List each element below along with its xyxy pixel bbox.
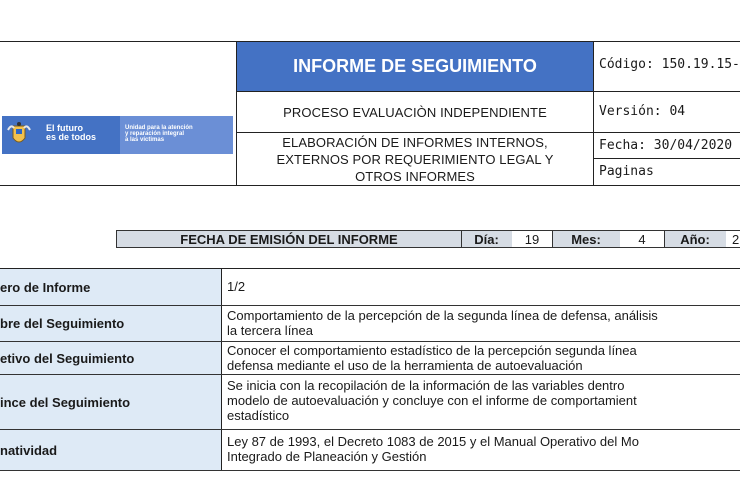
doc-pages: Paginas — [599, 164, 654, 179]
coat-of-arms-icon — [4, 120, 34, 150]
table-row — [0, 306, 740, 342]
table-row — [0, 375, 740, 430]
emission-date-bar — [116, 230, 740, 248]
row-label: bre del Seguimiento — [0, 316, 125, 331]
row-value: Se inicia con la recopilación de la información de las variables dentro — [227, 378, 625, 393]
row-value: Conocer el comportamiento estadístico de la percepción segunda línea — [227, 343, 637, 358]
logo-line2: es de todos — [46, 132, 97, 142]
row-value: 1/2 — [227, 279, 246, 294]
emission-label: FECHA DE EMISIÓN DEL INFORME — [117, 231, 462, 247]
logo — [2, 116, 233, 154]
doc-version: Versión: 04 — [599, 104, 686, 119]
row-label: ince del Seguimiento — [0, 394, 131, 410]
row-label: ero de Informe — [0, 279, 91, 295]
row-value: la tercera línea — [227, 323, 313, 338]
month-value: 4 — [620, 231, 665, 247]
row-value: Comportamiento de la percepción de la segunda línea de defensa, análisis — [227, 308, 658, 323]
entity-line2: y reparación integral — [125, 131, 185, 137]
row-label: natividad — [0, 442, 58, 458]
row-value: Ley 87 de 1993, el Decreto 1083 de 2015 y el Manual Operativo del Mo — [227, 434, 639, 449]
table-row — [0, 269, 740, 306]
doc-date: Fecha: 30/04/2020 — [599, 138, 733, 153]
entity-line1: Unidad para la atención — [125, 125, 193, 131]
row-value: estadístico — [227, 408, 290, 423]
year-label: Año: — [664, 231, 727, 247]
doc-code: Código: 150.19.15- — [599, 57, 740, 72]
table-row — [0, 430, 740, 471]
year-value: 2 — [726, 231, 740, 247]
table-row — [0, 342, 740, 375]
process-name: PROCESO EVALUACIÒN INDEPENDIENTE — [283, 105, 547, 120]
procedure-name: ELABORACIÓN DE INFORMES INTERNOS, EXTERNOS POR REQUERIMIENTO LEGAL Y OTROS INFORMES — [276, 135, 554, 184]
logo-line1: El futuro — [46, 123, 83, 133]
month-label: Mes: — [552, 231, 621, 247]
entity-line3: a las víctimas — [125, 137, 165, 143]
row-value: Integrado de Planeación y Gestión — [227, 449, 427, 464]
row-value: modelo de autoevaluación y concluye con el informe de comportamient — [227, 393, 637, 408]
report-title: INFORME DE SEGUIMIENTO — [237, 42, 593, 91]
row-value: defensa mediante el uso de la herramienta de autoevaluación — [227, 358, 583, 373]
row-label: etivo del Seguimiento — [0, 350, 135, 366]
day-label: Día: — [461, 231, 513, 247]
day-value: 19 — [512, 231, 553, 247]
